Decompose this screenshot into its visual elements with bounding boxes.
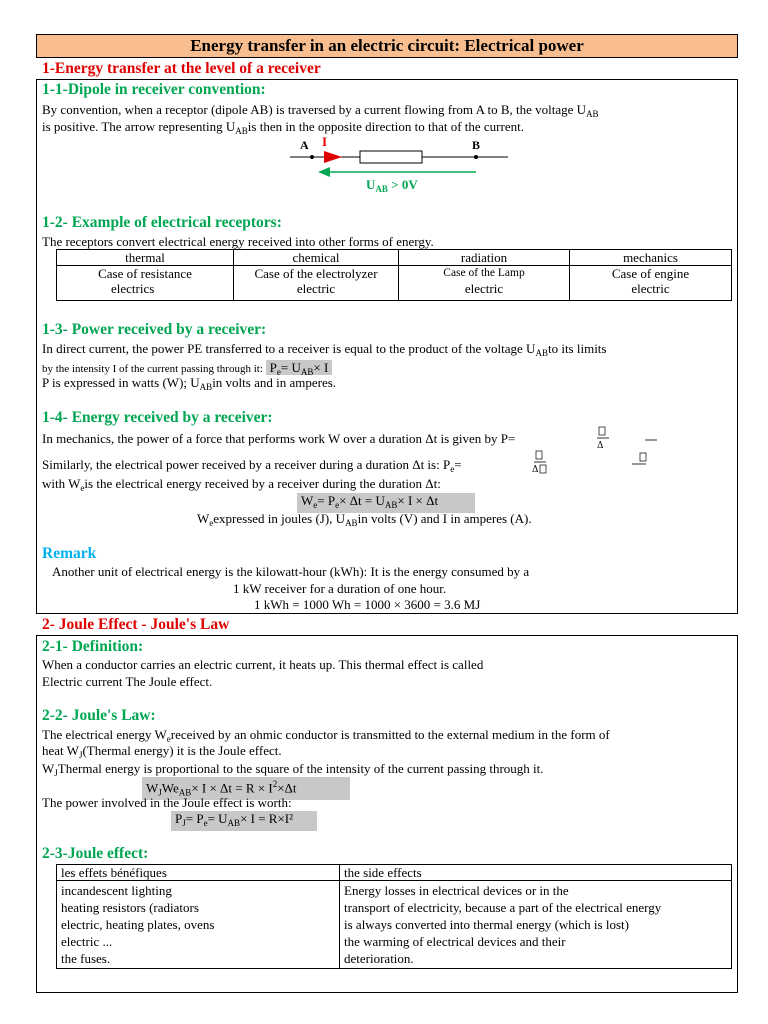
table-cell: chemical — [234, 250, 399, 266]
text-line: In direct current, the power PE transferred to a receiver is equal to the product of the voltage $U_{AB}to$ its limits — [42, 341, 607, 358]
table-row — [57, 250, 732, 266]
text-line: The receptors convert electrical energy received into other forms of energy. — [42, 234, 434, 249]
table-header-cell: les effets bénéfiques — [57, 865, 340, 881]
table-row — [57, 865, 732, 881]
joule-effects-table — [56, 864, 732, 969]
fraction-symbol — [595, 426, 665, 452]
text-line: By convention, when a receptor (dipole AB) is traversed by a current flowing from A to B, the voltage $U_{AB}$ — [42, 102, 599, 119]
table-cell: Energy losses in electrical devices or in the transport of electricity, because a part of the electrical energy is always converted into thermal energy (which is lost) the warming of electrical devices and their deterioration. — [340, 881, 732, 969]
table-cell: thermal — [57, 250, 234, 266]
text-line: with $W_eis$ the electrical energy received by a receiver during the duration Δt: — [42, 476, 441, 493]
energy-formula: $W_e= P_e\times \Delta t = U_{AB}\times I \times \Delta t$ — [297, 493, 475, 513]
current-arrow — [324, 151, 342, 163]
fraction-symbol — [530, 450, 650, 476]
subsection-2-1-heading: 2-1- Definition: — [42, 638, 144, 655]
text-line: 1 kW receiver for a duration of one hour. — [233, 581, 447, 596]
section-1-heading: 1-Energy transfer at the level of a receiver — [42, 60, 321, 77]
text-line: The electrical energy $W_ereceived$ by an ohmic conductor is transmitted to the external medium in the form of — [42, 727, 610, 744]
text-line: is positive. The arrow representing $U_{AB}is$ then in the opposite direction to that of the current. — [42, 119, 524, 136]
table-cell: Case of resistance electrics — [57, 266, 234, 301]
label-a: A — [300, 138, 309, 152]
receptors-table — [56, 249, 732, 301]
table-cell: radiation — [399, 250, 570, 266]
page-title: Energy transfer in an electric circuit: Electrical power — [36, 34, 738, 58]
subsection-1-1-heading: 1-1-Dipole in receiver convention: — [42, 81, 266, 98]
voltage-arrow-head — [318, 167, 330, 177]
text-line: Similarly, the electrical power received by a receiver during a duration Δt is: $P_e=$ — [42, 457, 462, 474]
power-formula: $P_e= U_{AB}\times I$ — [266, 360, 333, 375]
text-line: P is expressed in watts (W); $U_{AB}in$ volts and in amperes. — [42, 375, 337, 392]
resistor-symbol — [360, 151, 422, 163]
table-row — [57, 266, 732, 301]
table-cell: mechanics — [570, 250, 732, 266]
remark-heading: Remark — [42, 545, 97, 562]
text-line: $W_eexpressed$ in joules (J), $U_{AB}in$ volts (V) and I in amperes (A). — [197, 511, 532, 528]
label-i: I — [322, 134, 328, 149]
joule-power-formula: $P_J= P_e= U_{AB}\times I = R\times I^2$ — [171, 811, 317, 831]
node-b — [474, 155, 478, 159]
text-line: Electric current The Joule effect. — [42, 674, 213, 689]
subsection-1-4-heading: 1-4- Energy received by a receiver: — [42, 409, 273, 426]
svg-text:Δ: Δ — [532, 465, 539, 475]
subsection-2-3-heading: 2-3-Joule effect: — [42, 845, 149, 862]
section-2-heading: 2- Joule Effect - Joule's Law — [42, 616, 230, 633]
text-line: The power involved in the Joule effect is worth: — [42, 795, 292, 810]
table-cell: Case of the Lamp electric — [399, 266, 570, 301]
table-row — [57, 881, 732, 969]
subsection-2-2-heading: 2-2- Joule's Law: — [42, 707, 156, 724]
text-line: In mechanics, the power of a force that performs work W over a duration Δt is given by P= — [42, 431, 516, 446]
subsection-1-2-heading: 1-2- Example of electrical receptors: — [42, 214, 282, 231]
text-line: $W_JThermal$ energy is proportional to the square of the intensity of the current passing through it. — [42, 761, 544, 778]
table-cell: Case of the electrolyzer electric — [234, 266, 399, 301]
text-line: 1 kWh = 1000 Wh = 1000 × 3600 = 3.6 MJ — [254, 597, 481, 612]
text-line: heat $W_J(Thermal$ energy) it is the Joule effect. — [42, 743, 282, 760]
table-cell: Case of engine electric — [570, 266, 732, 301]
svg-text:Δ: Δ — [597, 441, 604, 451]
uab-condition: $U_{AB} > 0V$ — [366, 177, 418, 194]
text-line: When a conductor carries an electric current, it heats up. This thermal effect is called — [42, 657, 484, 672]
table-cell: incandescent lighting heating resistors (radiators electric, heating plates, ovens electric ... the fuses. — [57, 881, 340, 969]
subsection-1-3-heading: 1-3- Power received by a receiver: — [42, 321, 267, 338]
joule-energy-formula: $W_JWe_{AB}\times I \times \Delta t = R \times I^2\times\Delta t$ — [142, 777, 350, 800]
label-b: B — [472, 138, 481, 152]
node-a — [310, 155, 314, 159]
text-line: by the intensity I of the current passing through it: $P_e= U_{AB}\times I$ — [42, 360, 332, 380]
text-line: Another unit of electrical energy is the kilowatt-hour (kWh): It is the energy consumed by a — [52, 564, 530, 579]
table-header-cell: the side effects — [340, 865, 732, 881]
